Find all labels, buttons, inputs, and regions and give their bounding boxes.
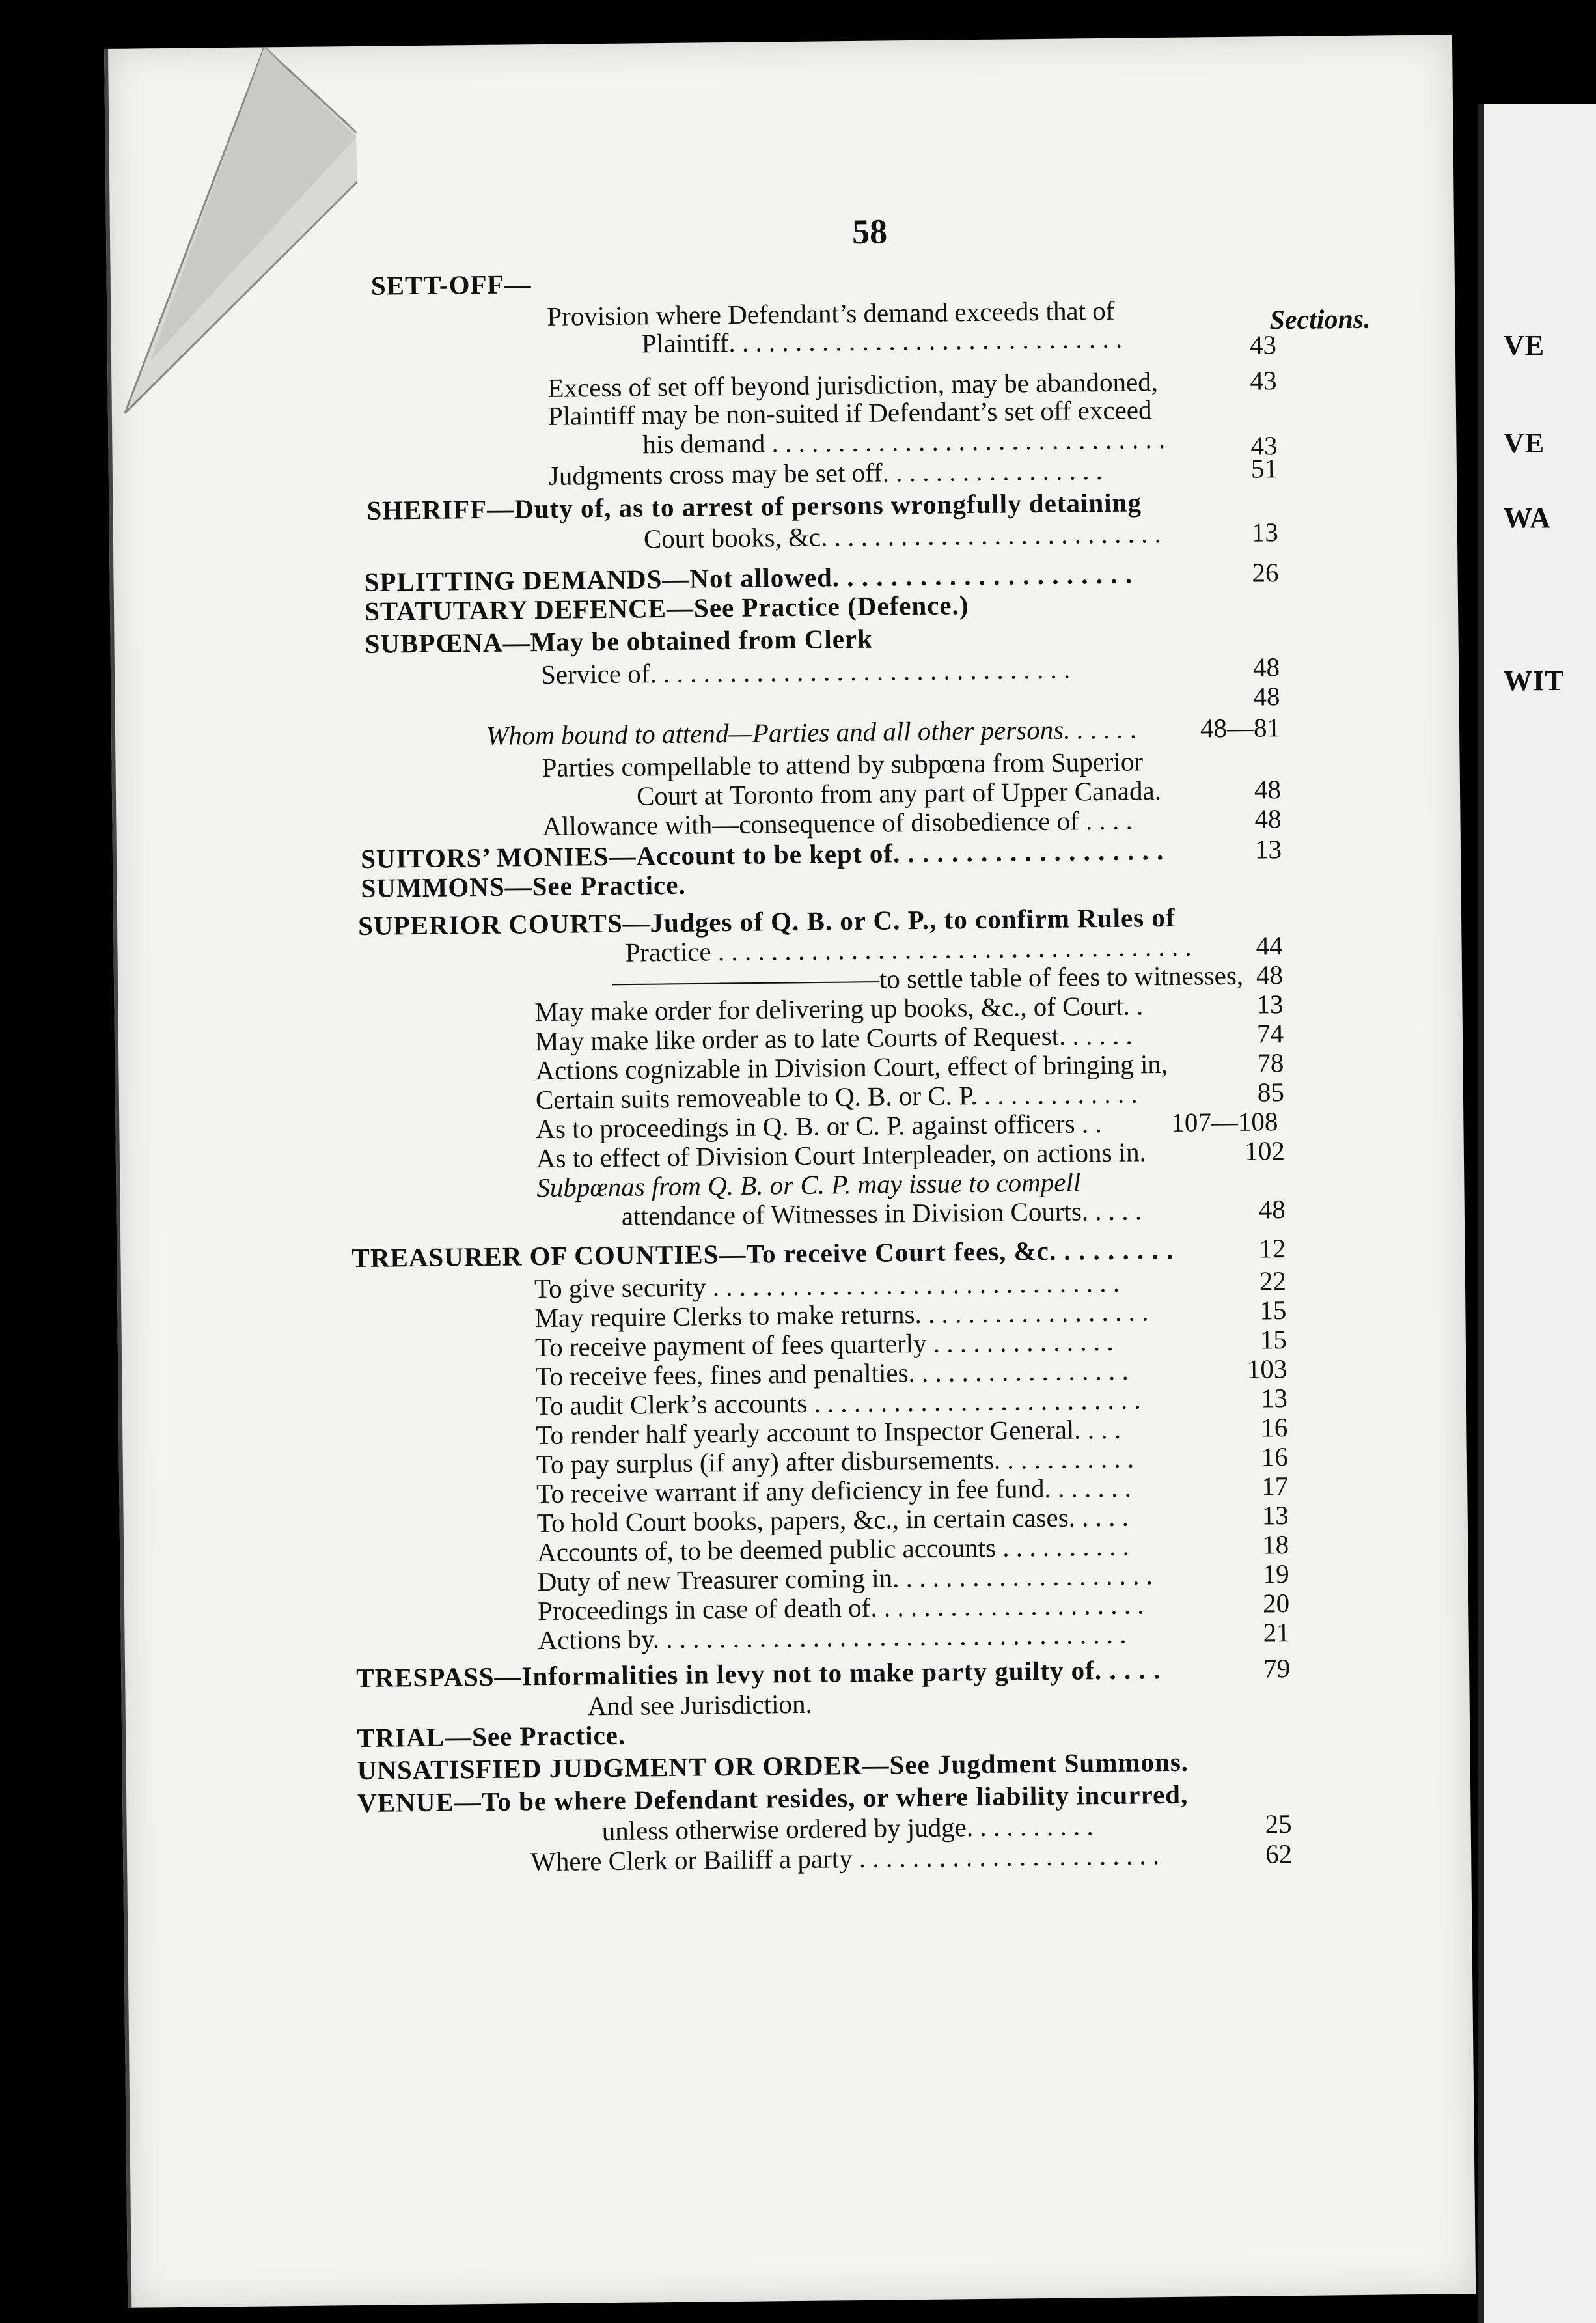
index-line: Practice . . . . . . . . . . . . . . . . . . . . . . . . . . . . . . . . . . . . [625,931,1192,967]
section-number: 48 [1254,774,1282,805]
section-number: 102 [1245,1135,1286,1166]
index-line: VENUE—To be where Defendant resides, or where liability incurred, [357,1779,1189,1818]
section-number: 22 [1259,1266,1287,1296]
index-line: As to effect of Division Court Interpleader, on actions in. [536,1137,1147,1174]
section-number: 43 [1250,430,1278,461]
index-line: To audit Clerk’s accounts . . . . . . . . . . . . . . . . . . . . . . . . . [535,1384,1141,1421]
index-line: Actions by. . . . . . . . . . . . . . . . . . . . . . . . . . . . . . . . . . . . [538,1619,1127,1656]
index-line: And see Jurisdiction. [587,1688,812,1721]
section-number: 15 [1259,1295,1287,1326]
section-number: 103 [1246,1354,1287,1384]
section-number: 25 [1265,1809,1292,1839]
section-number: 26 [1252,557,1279,588]
index-line: SUPERIOR COURTS—Judges of Q. B. or C. P., to confirm Rules of [357,902,1176,941]
index-line: SUBPŒNA—May be obtained from Clerk [365,623,874,659]
section-number: 13 [1251,517,1279,548]
index-line: TREASURER OF COUNTIES—To receive Court fees, &c. . . . . . . . . [351,1234,1174,1273]
adjacent-page-word: VE [1504,329,1545,361]
index-page [104,35,1476,2307]
index-line: Excess of set off beyond jurisdiction, may be abandoned, [547,367,1159,403]
page-number: 58 [851,212,888,251]
section-number: 15 [1259,1324,1287,1355]
section-number: 107—108 [1171,1106,1278,1137]
index-line: To receive warrant if any deficiency in fee fund. . . . . . . [536,1472,1131,1509]
index-line: Judgments cross may be set off. . . . . . . . . . . . . . . . . [548,454,1103,491]
index-line: attendance of Witnesses in Division Courts. . . . . [621,1195,1142,1231]
section-number: 17 [1261,1471,1289,1501]
section-number: 78 [1257,1048,1284,1078]
section-number: 51 [1250,453,1278,484]
section-number: 13 [1260,1383,1288,1413]
section-number: 16 [1261,1412,1288,1443]
index-line: To pay surplus (if any) after disbursements. . . . . . . . . . . [536,1443,1135,1480]
index-line: Certain suits removeable to Q. B. or C. P. . . . . . . . . . . . . [535,1078,1138,1115]
index-line: To give security . . . . . . . . . . . . . . . . . . . . . . . . . . . . . . . [534,1267,1120,1304]
index-entries [108,35,1476,2307]
index-line: Subpœnas from Q. B. or C. P. may issue to compell [536,1167,1081,1203]
index-line: ——————————to settle table of fees to witnesses, [612,960,1244,997]
section-number: 13 [1256,989,1284,1020]
section-number: 48 [1252,652,1280,682]
index-line: Provision where Defendant’s demand exceeds that of [547,295,1115,331]
index-line: Proceedings in case of death of. . . . . . . . . . . . . . . . . . . . . [537,1589,1144,1626]
index-line: To receive fees, fines and penalties. . . . . . . . . . . . . . . . . [535,1355,1129,1392]
section-number: 48 [1253,681,1280,712]
index-line: Service of. . . . . . . . . . . . . . . . . . . . . . . . . . . . . . . . [540,654,1071,690]
index-line: TRIAL—See Practice. [356,1719,626,1753]
section-number: 48 [1258,1194,1286,1225]
sections-column-label: Sections. [1269,304,1371,336]
index-line: Court at Toronto from any part of Upper Canada. [636,775,1162,811]
section-number: 43 [1250,365,1277,396]
index-line: SETT-OFF— [370,269,532,301]
section-number: 12 [1259,1233,1286,1264]
section-number: 48 [1254,803,1282,834]
index-line: Whom bound to attend—Parties and all other persons. . . . . . [486,714,1138,751]
index-line: his demand . . . . . . . . . . . . . . . . . . . . . . . . . . . . . . [642,423,1166,460]
index-line: unless otherwise ordered by judge. . . . . . . . . . [601,1811,1094,1846]
section-number: 16 [1261,1441,1288,1472]
index-line: SUITORS’ MONIES—Account to be kept of. . . . . . . . . . . . . . . . . . . [360,835,1164,874]
section-number: 48—81 [1200,712,1281,744]
index-line: May require Clerks to make returns. . . . . . . . . . . . . . . . . . [534,1296,1149,1333]
index-line: UNSATISFIED JUDGMENT OR ORDER—See Jugdment Summons. [357,1746,1189,1786]
adjacent-page-word: VE [1504,427,1545,459]
index-line: As to proceedings in Q. B. or C. P. against officers . . [536,1108,1102,1145]
index-line: SHERIFF—Duty of, as to arrest of persons wrongfully detaining [366,487,1142,525]
index-line: Plaintiff. . . . . . . . . . . . . . . . . . . . . . . . . . . . . . [641,323,1123,359]
index-line: Where Clerk or Bailiff a party . . . . . . . . . . . . . . . . . . . . . . . [530,1840,1160,1877]
section-number: 44 [1256,930,1283,961]
section-number: 20 [1262,1588,1290,1619]
index-line: SPLITTING DEMANDS—Not allowed. . . . . . . . . . . . . . . . . . . . . [364,559,1133,597]
index-line: Court books, &c. . . . . . . . . . . . . . . . . . . . . . . . . . [643,518,1162,554]
index-line: To receive payment of fees quarterly . . . . . . . . . . . . . . [534,1326,1114,1363]
section-number: 48 [1256,960,1284,990]
index-line: Allowance with—consequence of disobedience of . . . . [542,805,1133,842]
section-number: 85 [1257,1077,1285,1107]
index-line: TRESPASS—Informalities in levy not to make party guilty of. . . . . [355,1654,1161,1693]
section-number: 13 [1261,1500,1289,1531]
index-line: Duty of new Treasurer coming in. . . . . . . . . . . . . . . . . . . . [537,1560,1153,1597]
index-line: STATUTARY DEFENCE—See Practice (Defence.) [364,590,969,626]
index-line: Actions cognizable in Division Court, effect of bringing in, [535,1048,1168,1086]
adjacent-page-word: WIT [1504,665,1565,697]
index-line: SUMMONS—See Practice. [361,869,686,903]
section-number: 74 [1256,1018,1284,1049]
section-number: 21 [1263,1617,1290,1648]
index-line: Plaintiff may be non-suited if Defendant’s set off exceed [547,395,1152,431]
section-number: 43 [1249,329,1277,360]
index-line: Parties compellable to attend by subpœna from Superior [542,746,1144,783]
index-line: To hold Court books, papers, &c., in certain cases. . . . . [536,1501,1129,1538]
section-number: 19 [1262,1559,1289,1589]
section-number: 18 [1261,1529,1289,1560]
section-number: 62 [1265,1839,1293,1869]
index-line: Accounts of, to be deemed public accounts . . . . . . . . . . [536,1531,1130,1568]
index-line: To render half yearly account to Inspector General. . . . [536,1413,1121,1451]
index-line: May make order for delivering up books, &c., of Court. . [534,990,1144,1027]
index-line: May make like order as to late Courts of Request. . . . . . [534,1020,1133,1057]
adjacent-page-word: WA [1504,502,1551,534]
section-number: 79 [1263,1653,1291,1684]
section-number: 13 [1254,834,1282,865]
